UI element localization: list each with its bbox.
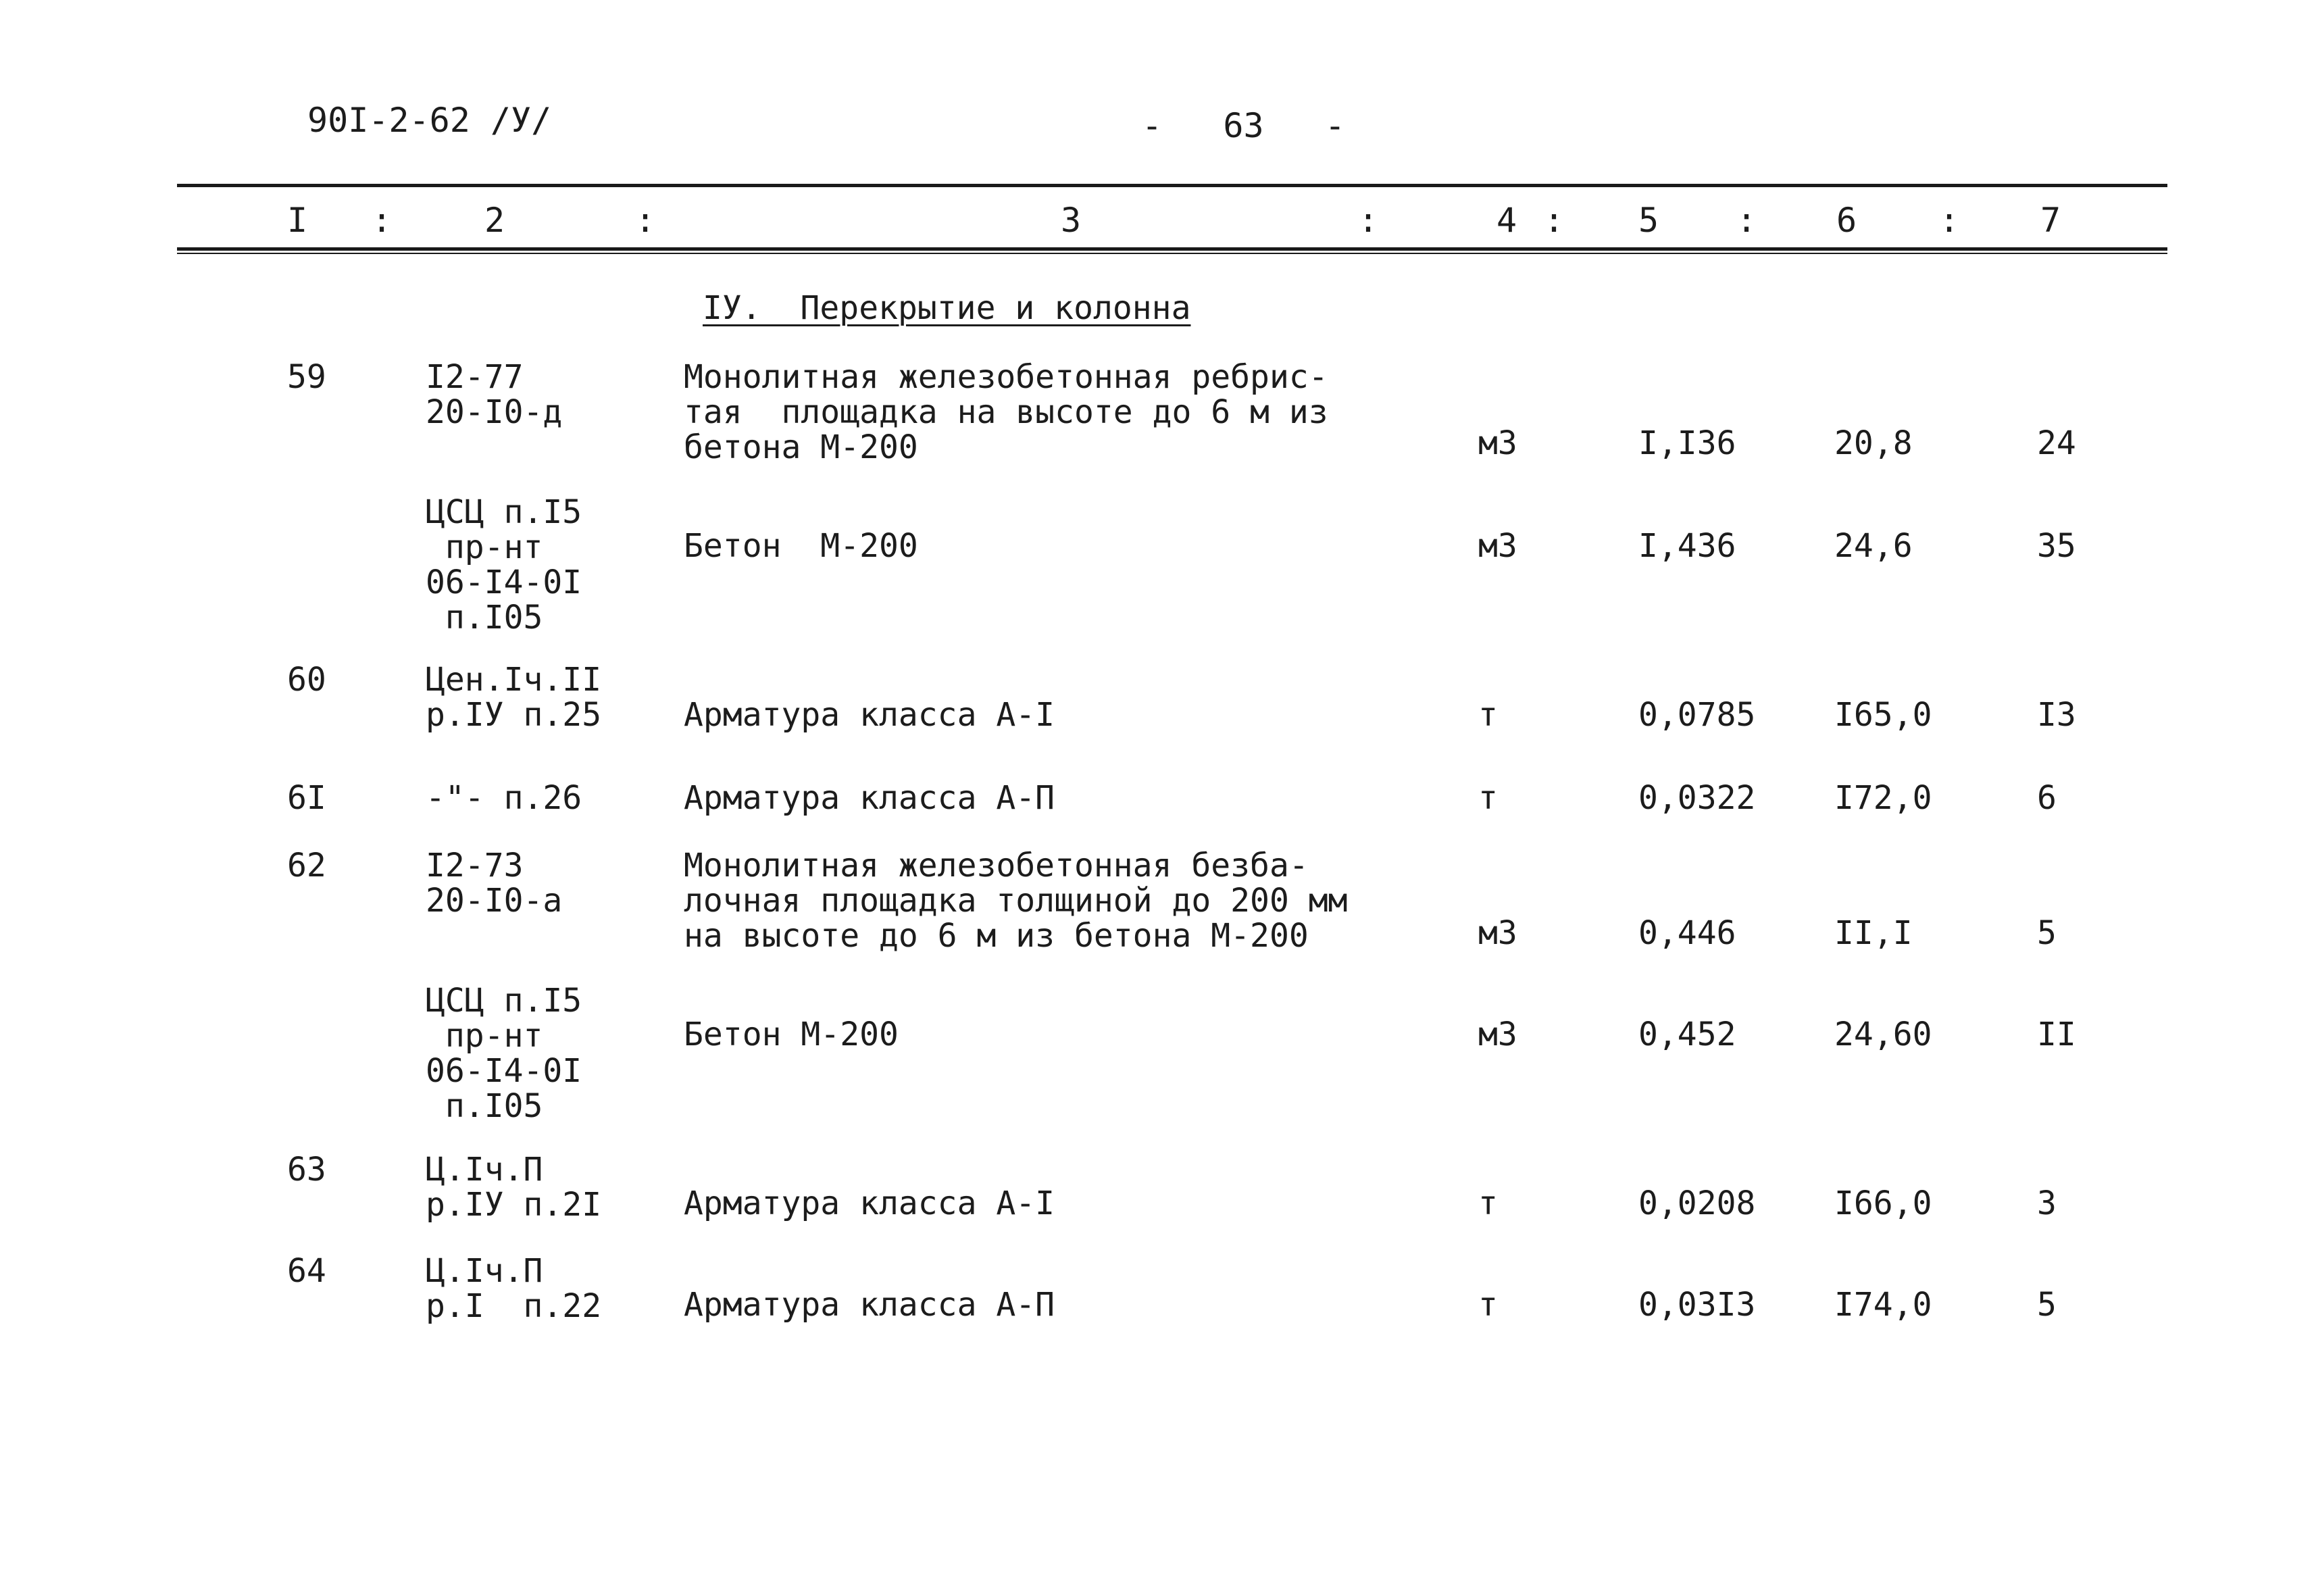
unit-price: I72,0 xyxy=(1834,779,1932,817)
norm-code: ЦСЦ п.I5 пр-нт 06-I4-0I п.I05 xyxy=(426,982,582,1125)
norm-code: Цен.Iч.II р.IУ п.25 xyxy=(426,661,602,734)
norm-code: I2-77 20-I0-д xyxy=(426,358,563,431)
norm-code: ЦСЦ п.I5 пр-нт 06-I4-0I п.I05 xyxy=(426,493,582,637)
column-header-2: 2 xyxy=(484,201,505,240)
quantity: 0,03I3 xyxy=(1638,1286,1756,1324)
row-number: 60 xyxy=(287,661,326,699)
unit: т xyxy=(1478,779,1498,817)
unit-price: 24,60 xyxy=(1834,1016,1932,1053)
quantity: 0,0785 xyxy=(1638,696,1756,734)
unit-price: 24,6 xyxy=(1834,527,1913,565)
column-separator: : xyxy=(1736,201,1757,240)
row-number: 64 xyxy=(287,1252,326,1290)
work-description: Бетон М-200 xyxy=(684,1016,899,1053)
unit: м3 xyxy=(1478,1016,1517,1053)
norm-code: I2-73 20-I0-а xyxy=(426,847,563,920)
row-number: 62 xyxy=(287,847,326,884)
work-description: Монолитная железобетонная ребрис- тая площадка на высоте до 6 м из бетона М-200 xyxy=(684,358,1328,466)
column-separator: : xyxy=(1544,201,1565,240)
unit-price: I66,0 xyxy=(1834,1184,1932,1222)
total-cost: 24 xyxy=(2037,424,2076,462)
row-number: 6I xyxy=(287,779,326,817)
quantity: 0,0208 xyxy=(1638,1184,1756,1222)
total-cost: I3 xyxy=(2037,696,2076,734)
section-title: IУ. Перекрытие и колонна xyxy=(703,289,1191,327)
table-header-rule xyxy=(177,247,2167,251)
work-description: Арматура класса А-I xyxy=(684,1184,1055,1222)
page-number: - 63 - xyxy=(1142,106,1346,145)
unit: м3 xyxy=(1478,527,1517,565)
total-cost: II xyxy=(2037,1016,2076,1053)
work-description: Арматура класса А-П xyxy=(684,1286,1055,1324)
row-number: 59 xyxy=(287,358,326,396)
unit-price: I65,0 xyxy=(1834,696,1932,734)
unit-price: 20,8 xyxy=(1834,424,1913,462)
unit: т xyxy=(1478,1286,1498,1324)
column-separator: : xyxy=(1358,201,1379,240)
column-header-5: 5 xyxy=(1638,201,1659,240)
table-top-rule xyxy=(177,184,2167,187)
column-header-4: 4 xyxy=(1496,201,1517,240)
work-description: Арматура класса А-П xyxy=(684,779,1055,817)
column-header-1: I xyxy=(287,201,308,240)
work-description: Арматура класса А-I xyxy=(684,696,1055,734)
row-number: 63 xyxy=(287,1151,326,1189)
quantity: 0,0322 xyxy=(1638,779,1756,817)
unit: т xyxy=(1478,1184,1498,1222)
quantity: 0,446 xyxy=(1638,914,1736,952)
total-cost: 3 xyxy=(2037,1184,2057,1222)
unit: м3 xyxy=(1478,914,1517,952)
column-header-6: 6 xyxy=(1836,201,1857,240)
norm-code: Ц.Iч.П р.I п.22 xyxy=(426,1252,602,1325)
column-header-7: 7 xyxy=(2040,201,2061,240)
total-cost: 5 xyxy=(2037,914,2057,952)
quantity: I,436 xyxy=(1638,527,1736,565)
document-code: 90I-2-62 /У/ xyxy=(307,101,552,140)
quantity: I,I36 xyxy=(1638,424,1736,462)
norm-code: -"- п.26 xyxy=(426,779,582,817)
column-separator: : xyxy=(1939,201,1960,240)
unit-price: II,I xyxy=(1834,914,1913,952)
column-header-3: 3 xyxy=(1061,201,1082,240)
total-cost: 5 xyxy=(2037,1286,2057,1324)
quantity: 0,452 xyxy=(1638,1016,1736,1053)
total-cost: 35 xyxy=(2037,527,2076,565)
unit-price: I74,0 xyxy=(1834,1286,1932,1324)
total-cost: 6 xyxy=(2037,779,2057,817)
unit: м3 xyxy=(1478,424,1517,462)
column-separator: : xyxy=(635,201,656,240)
table-header-rule-thin xyxy=(177,253,2167,254)
norm-code: Ц.Iч.П р.IУ п.2I xyxy=(426,1151,602,1224)
unit: т xyxy=(1478,696,1498,734)
work-description: Монолитная железобетонная безба- лочная площадка толщиной до 200 мм на высоте до 6 м из бетона М-200 xyxy=(684,847,1348,955)
work-description: Бетон М-200 xyxy=(684,527,918,565)
column-separator: : xyxy=(372,201,393,240)
